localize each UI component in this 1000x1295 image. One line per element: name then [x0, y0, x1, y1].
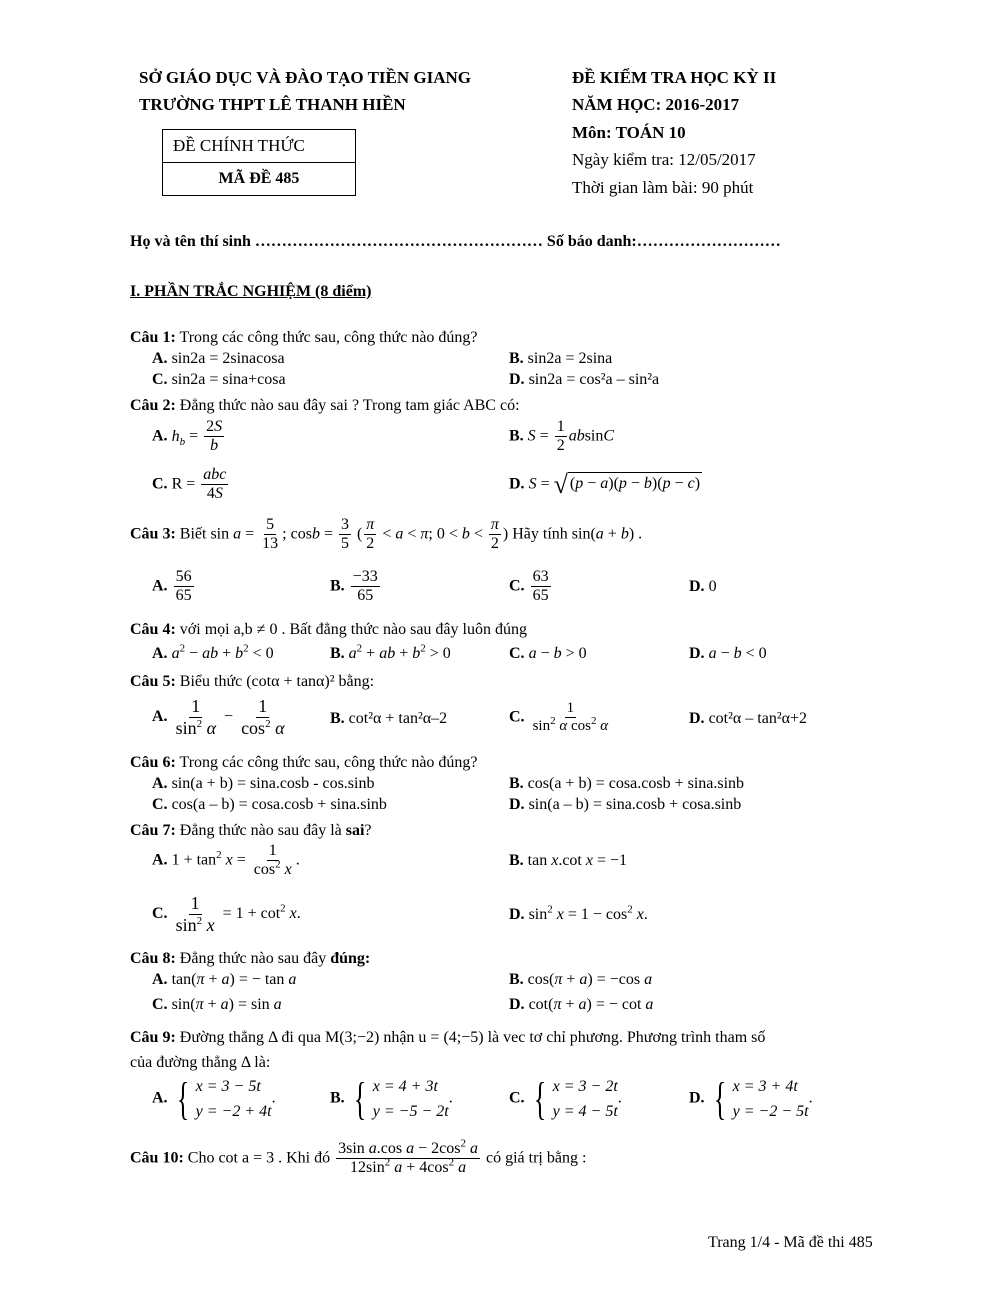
- q6-option-c: C. cos(a – b) = cosa.cosb + sina.sinb: [152, 796, 387, 813]
- q3-option-c: C. $\frac{63}{65}$: [509, 568, 549, 605]
- q8-option-b: B. cos(π + a) = −cos a: [509, 971, 653, 988]
- official-box: [162, 129, 356, 196]
- q6-option-b: B. cos(a + b) = cosa.cosb + sina.sinb: [509, 775, 745, 792]
- exam-duration: Thời gian làm bài: 90 phút: [572, 178, 754, 197]
- question-6: Câu 6: Trong các công thức sau, công thức nào đúng?: [130, 754, 478, 771]
- q5-option-a: A. $\frac{1}{\sin^2 \alpha}$ − $\frac{1}{\cos^2 \alpha}$: [152, 696, 285, 738]
- q9-option-a: A. { x = 3 − 5t y = −2 + 4t .: [152, 1073, 276, 1124]
- school-name: TRƯỜNG THPT LÊ THANH HIỀN: [139, 95, 406, 114]
- question-5: Câu 5: Biểu thức (cotα + tanα)² bằng:: [130, 673, 375, 690]
- q9-option-d: D. { x = 3 + 4t y = −2 − 5t .: [689, 1073, 813, 1124]
- q4-option-b: B. $a^2$ + ab + $b^2 > 0$: [330, 642, 451, 662]
- question-1: Câu 1: Trong các công thức sau, công thức nào đúng?: [130, 329, 478, 346]
- q2-option-b: B. S = $\frac{1}{2}$ absinC: [509, 418, 615, 455]
- q5-option-b: B. cot²α + tan²α–2: [330, 710, 448, 727]
- department-name: SỞ GIÁO DỤC VÀ ĐÀO TẠO TIỀN GIANG: [139, 68, 472, 87]
- exam-code: MÃ ĐỀ 485: [218, 170, 300, 187]
- q4-option-c: C. a − b > 0: [509, 645, 587, 662]
- section-title: I. PHẦN TRẮC NGHIỆM (8 điểm): [130, 283, 372, 300]
- q7-option-b: B. tan x.cot x = −1: [509, 852, 628, 869]
- question-2: Câu 2: Đẳng thức nào sau đây sai ? Trong tam giác ABC có:: [130, 397, 520, 414]
- page-footer: Trang 1/4 - Mã đề thi 485: [708, 1234, 873, 1251]
- q1-option-a: A. sin2a = 2sinacosa: [152, 350, 285, 367]
- q4-option-d: D. a − b < 0: [689, 645, 767, 662]
- question-9: Câu 9: Đường thẳng Δ đi qua M(3;−2) nhận u = (4;−5) là vec tơ chỉ phương. Phương trình tham số: [130, 1029, 766, 1046]
- q6-option-d: D. sin(a – b) = sina.cosb + cosa.sinb: [509, 796, 742, 813]
- q8-option-c: C. sin(π + a) = sin a: [152, 996, 282, 1013]
- q7-option-a: A. $1 + \tan^2 x$ = $\frac{1}{\cos^2 x}$ .: [152, 842, 300, 879]
- q2-option-c: C. R = $\frac{\text{abc}}{4S}$: [152, 466, 227, 503]
- q7-option-c: C. $\frac{1}{\sin^2 x}$ = $1 + \cot^2 x$.: [152, 893, 301, 935]
- q1-option-d: D. sin2a = cos²a – sin²a: [509, 371, 660, 388]
- q3-option-b: B. $\frac{-33}{65}$: [330, 568, 378, 605]
- q4-option-a: A. $a^2$ − ab + $b^2 < 0$: [152, 642, 274, 662]
- question-4: Câu 4: với mọi a,b ≠ 0 . Bất đẳng thức nào sau đây luôn đúng: [130, 621, 527, 638]
- q8-option-a: A. tan(π + a) = − tan a: [152, 971, 297, 988]
- student-info-line: Họ và tên thí sinh ……………………………………………… Số báo danh:………………………: [130, 233, 781, 250]
- q3-option-a: A. $\frac{56}{65}$: [152, 568, 192, 605]
- q9-option-b: B. { x = 4 + 3t y = −5 − 2t .: [330, 1073, 453, 1124]
- question-8: Câu 8: Đẳng thức nào sau đây đúng:: [130, 950, 371, 967]
- q2-option-d: D. S = √ (p − a)(p − b)(p − c): [509, 470, 701, 499]
- q7-option-d: D. $\sin^2 x = 1 - \cos^2 x$.: [509, 903, 648, 923]
- question-3: Câu 3: Biết sin a = $\frac{5}{13}$ ; cosb = $\frac{3}{5}$ ( $\frac{\pi}{2}$ < a < π; 0 < b < $\frac{\pi}{2}$ ) Hãy tính sin(a + b) .: [130, 516, 643, 553]
- q6-option-a: A. sin(a + b) = sina.cosb - cos.sinb: [152, 775, 375, 792]
- exam-title: ĐỀ KIỂM TRA HỌC KỲ II: [572, 68, 777, 87]
- official-label: ĐỀ CHÍNH THỨC: [163, 130, 355, 163]
- question-7: Câu 7: Đẳng thức nào sau đây là sai?: [130, 822, 372, 839]
- q2-option-a: A. $h_b$ = $\frac{2S}{b}$: [152, 418, 223, 455]
- q1-option-b: B. sin2a = 2sina: [509, 350, 613, 367]
- q3-option-d: D. 0: [689, 578, 717, 595]
- q1-option-c: C. sin2a = sina+cosa: [152, 371, 286, 388]
- q5-option-d: D. cot²α – tan²α+2: [689, 710, 808, 727]
- q8-option-d: D. cot(π + a) = − cot a: [509, 996, 654, 1013]
- question-10: Câu 10: Cho cot a = 3 . Khi đó $\frac{3\sin a.\cos a - 2\cos^2 a}{12\sin^2 a + 4\cos^2 a}$ có giá trị bằng :: [130, 1137, 587, 1177]
- exam-date: Ngày kiểm tra: 12/05/2017: [572, 150, 756, 169]
- subject: Môn: TOÁN 10: [572, 123, 686, 142]
- q9-option-c: C. { x = 3 − 2t y = 4 − 5t .: [509, 1073, 622, 1124]
- q5-option-c: C. $\frac{1}{\sin^2 \alpha \cos^2 \alpha}$: [509, 700, 609, 735]
- question-9-cont: của đường thẳng Δ là:: [130, 1054, 271, 1071]
- school-year: NĂM HỌC: 2016-2017: [572, 95, 740, 114]
